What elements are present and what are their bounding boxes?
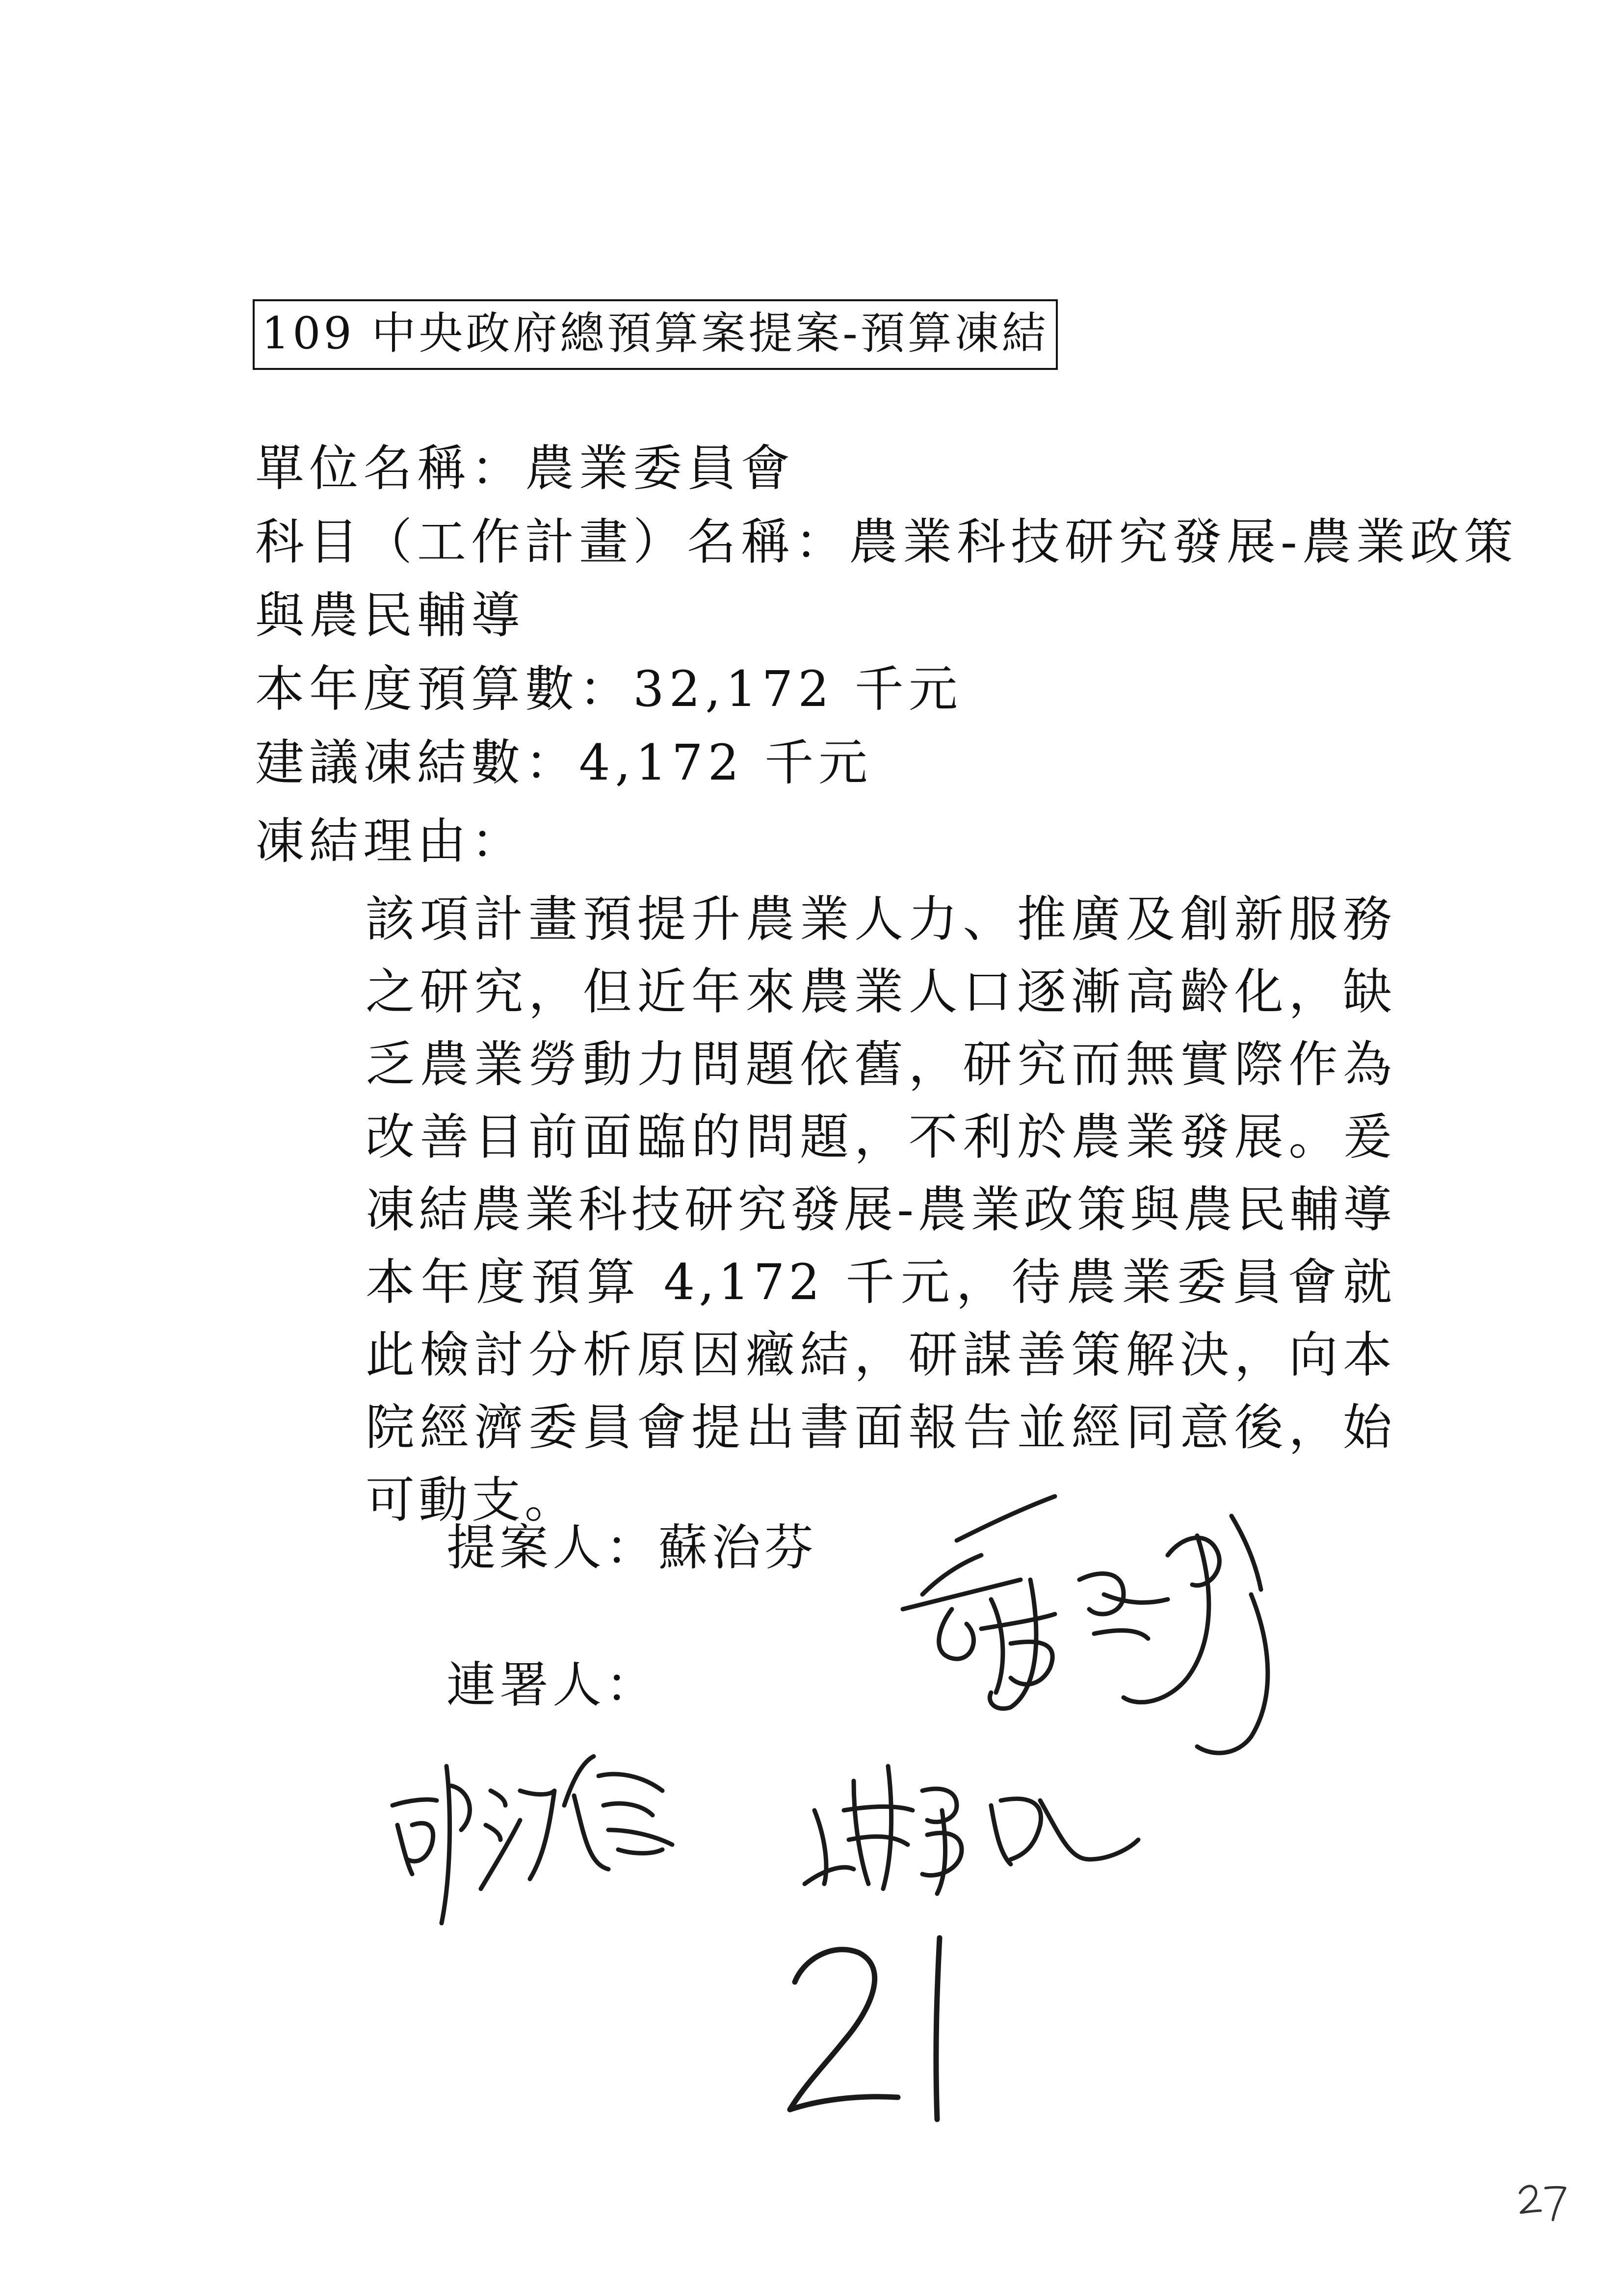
unit-name: 單位名稱：農業委員會 bbox=[255, 440, 795, 497]
freeze-amount: 建議凍結數：4,172 千元 bbox=[255, 734, 873, 791]
proposal-info bbox=[255, 432, 1518, 800]
subject-name-line-2: 與農民輔導 bbox=[255, 587, 525, 644]
budget-amount: 本年度預算數：32,172 千元 bbox=[255, 660, 963, 718]
handwritten-page-number bbox=[775, 1928, 981, 2134]
cosigner-signature-1 bbox=[388, 1747, 692, 1953]
proposer-line: 提案人：蘇治芬 bbox=[446, 1519, 817, 1576]
reason-heading: 凍結理由： bbox=[255, 812, 525, 870]
cosigner-signature-2 bbox=[795, 1737, 1148, 1913]
cosigner-label: 連署人： bbox=[446, 1656, 658, 1714]
corner-mark bbox=[1516, 2178, 1570, 2222]
document-title: 109 中央政府總預算案提案-預算凍結 bbox=[253, 299, 1058, 370]
subject-name-line-1: 科目（工作計畫）名稱：農業科技研究發展-農業政策 bbox=[255, 513, 1518, 571]
reason-body: 該項計畫預提升農業人力、推廣及創新服務之研究，但近年來農業人口逐漸高齡化，缺乏農業勞動力問題依舊，研究而無實際作為改善目前面臨的問題，不利於農業發展。爰凍結農業科技研究發展-農業政策與農民輔導本年度預算 4,172 千元，待農業委員會就此檢討分析原因癥結，研謀善策解決，向本院經濟委員會提出書面報告並經同意後，始可動支。 bbox=[366, 890, 1396, 1529]
